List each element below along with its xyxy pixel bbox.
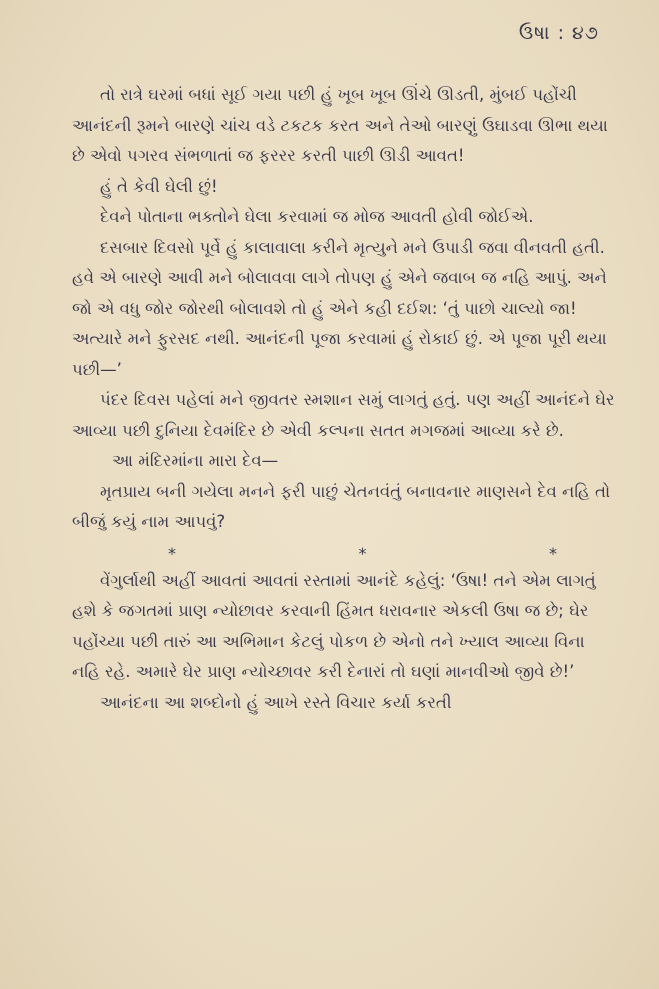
- paragraph: આ મંદિરમાંના મારા દેવ—: [112, 451, 279, 470]
- paragraph: હું તે કેવી ઘેલી છું!: [100, 176, 218, 196]
- paragraph: મૃતપ્રાય બની ગયેલા મનને ફરી પાછું ચેતનવંતું બનાવનાર માણસને દેવ નહિ તો બીજું કયું નામ આપવું?: [72, 481, 611, 531]
- paragraph: વેંગુર્લાથી અહીં આવતાં આવતાં રસ્તામાં આનંદે કહેલું: ‘ઉષા! તને એમ લાગતું હશે કે જગતમાં પ્રાણ ન્યોછાવર કરવાની હિંમત ધરાવનાર એકલી ઉષા જ છે; ઘેર પહોંચ્યા પછી તારું આ અભિમાન કેટલું પોકળ છે એનો તને ખ્યાલ આવ્યા વિના નહિ રહે. અમારે ઘેર પ્રાણ ન્યોચ્છાવર કરી દેનારાં તો ઘણાં માનવીઓ જીવે છે!’: [72, 570, 596, 681]
- paragraph: આનંદના આ શબ્દોનો હું આખે રસ્તે વિચાર કર્યા કરતી: [100, 692, 452, 712]
- paragraph: દસબાર દિવસો પૂર્વે હું કાલાવાલા કરીને મૃત્યુને મને ઉપાડી જવા વીનવતી હતી. હવે એ બારણે આવી મને બોલાવવા લાગે તોપણ હું એને જવાબ જ નહિ આપું. અને જો એ વધુ જોર જોરથી બોલાવશે તો હું એને કહી દઈશ: ‘તું પાછો ચાલ્યો જા! અત્યારે મને ફુરસદ નથી. આનંદની પૂજા કરવામાં હું રોકાઈ છું. એ પૂજા પૂરી થયા પછી—’: [72, 237, 607, 379]
- body-text: [72, 80, 617, 718]
- separator-asterisk: *: [549, 543, 557, 563]
- paragraph: તો રાત્રે ઘરમાં બધાં સૂઈ ગયા પછી હું ખૂબ ખૂબ ઊંચે ઊડતી, મુંબઈ પહોંચી આનંદની રૂમને બારણે ચાંચ વડે ટકટક કરત અને તેઓ બારણું ઉઘાડવા ઊભા થયા છે એવો પગરવ સંભળાતાં જ ફરરર કરતી પાછી ઊડી આવત!: [72, 85, 608, 165]
- separator-asterisk: *: [168, 543, 176, 563]
- paragraph: દેવને પોતાના ભક્તોને ઘેલા કરવામાં જ મોજ આવતી હોવી જોઈએ.: [100, 207, 534, 226]
- running-head: ઉષા : ૪૭: [518, 22, 599, 44]
- paragraph: પંદર દિવસ પહેલાં મને જીવતર સ્મશાન સમું લાગતું હતું. પણ અહીં આનંદને ઘેર આવ્યા પછી દુનિયા દેવમંદિર છે એવી કલ્પના સતત મગજમાં આવ્યા કરે છે.: [72, 390, 615, 440]
- separator-asterisk: *: [358, 543, 367, 563]
- section-separator: [72, 538, 617, 566]
